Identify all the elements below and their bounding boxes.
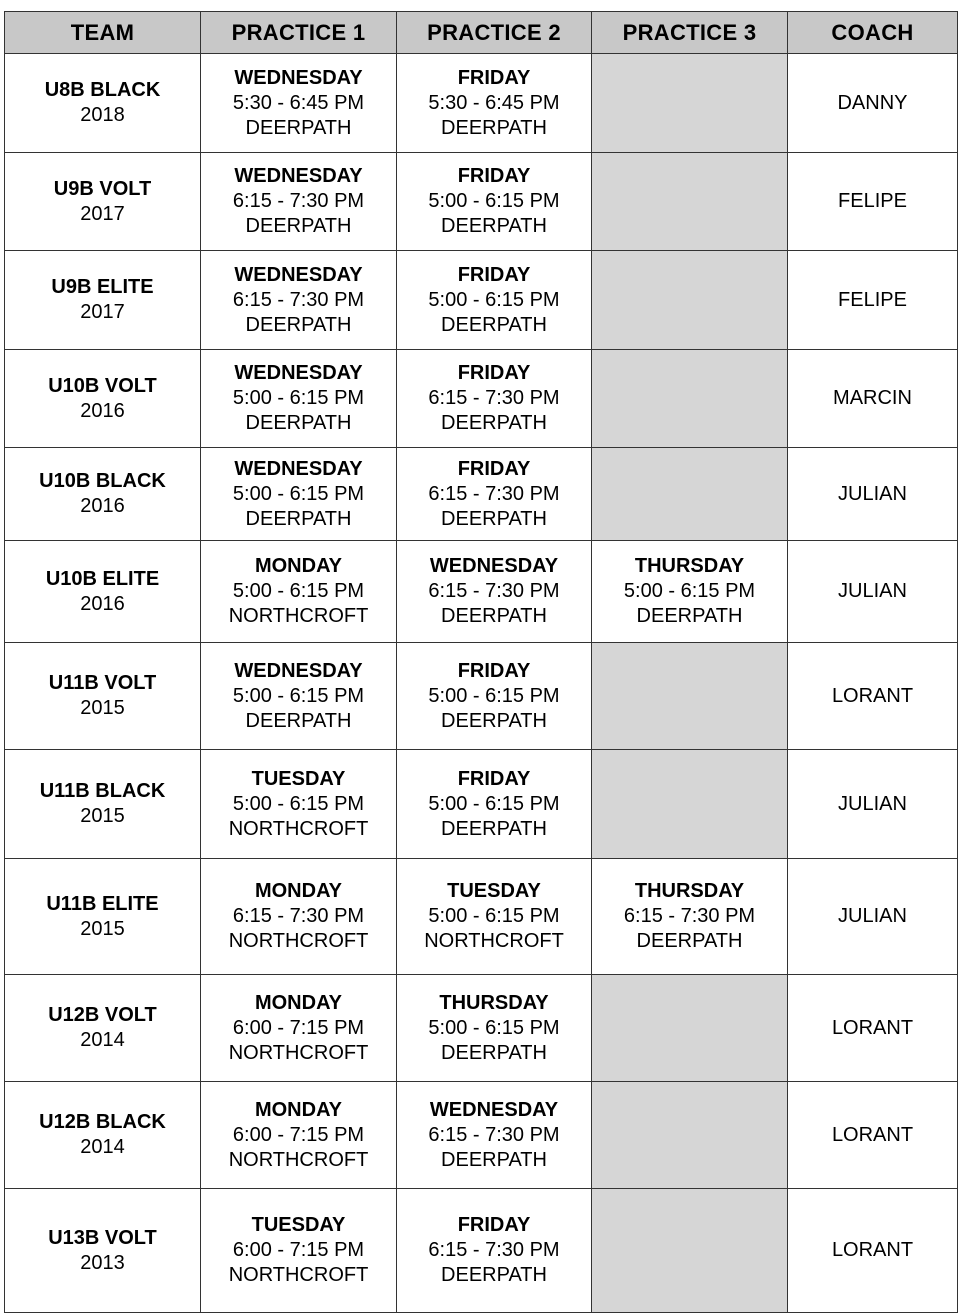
practice-1-cell — [201, 448, 397, 541]
coach-cell: JULIAN — [788, 750, 958, 859]
practice-day: WEDNESDAY — [234, 66, 363, 89]
practice-day: THURSDAY — [634, 880, 745, 902]
team-name: U10B VOLT — [48, 374, 157, 397]
practice-day: FRIDAY — [457, 165, 531, 187]
practice-location: DEERPATH — [245, 313, 352, 336]
practice-day: MONDAY — [254, 555, 343, 577]
practice-3-empty-cell — [592, 350, 788, 448]
team-cell — [5, 750, 201, 859]
practice-time: 6:15 - 7:30 PM — [232, 905, 365, 927]
team-year: 2016 — [80, 592, 125, 615]
practice-location: DEERPATH — [245, 412, 352, 434]
practice-3-empty-cell — [592, 1082, 788, 1189]
team-year: 2014 — [80, 1029, 125, 1051]
practice-day: WEDNESDAY — [429, 1098, 559, 1121]
practice-2-cell — [397, 1189, 592, 1313]
practice-time: 6:00 - 7:15 PM — [232, 1016, 365, 1039]
team-name: U10B ELITE — [45, 567, 160, 590]
practice-time: 6:15 - 7:30 PM — [232, 288, 365, 311]
practice-time: 6:15 - 7:30 PM — [428, 482, 560, 505]
practice-2-cell — [397, 859, 592, 975]
practice-day: FRIDAY — [457, 1214, 531, 1236]
team-name: U13B VOLT — [48, 1226, 157, 1249]
practice-time: 5:30 - 6:45 PM — [428, 91, 560, 114]
table-row — [5, 54, 958, 153]
practice-location: DEERPATH — [441, 1264, 547, 1286]
table-row — [5, 541, 958, 643]
practice-3-cell — [592, 859, 788, 975]
practice-location: NORTHCROFT — [228, 817, 369, 840]
header-team: TEAM — [5, 12, 201, 54]
practice-day: WEDNESDAY — [234, 263, 363, 286]
practice-location: DEERPATH — [245, 215, 352, 237]
coach-cell: LORANT — [788, 975, 958, 1082]
practice-1-cell — [201, 153, 397, 251]
team-name: U8B BLACK — [44, 79, 161, 101]
practice-day: FRIDAY — [457, 767, 531, 790]
practice-schedule-table — [4, 11, 958, 1313]
table-body — [5, 54, 958, 1313]
practice-time: 5:00 - 6:15 PM — [428, 190, 560, 212]
practice-1-cell — [201, 541, 397, 643]
practice-2-cell — [397, 643, 592, 750]
coach-cell: LORANT — [788, 643, 958, 750]
practice-time: 5:00 - 6:15 PM — [232, 684, 365, 707]
practice-time: 6:15 - 7:30 PM — [428, 1123, 560, 1146]
practice-time: 5:00 - 6:15 PM — [428, 792, 560, 815]
coach-cell: JULIAN — [788, 448, 958, 541]
practice-day: MONDAY — [254, 880, 343, 902]
practice-day: FRIDAY — [457, 66, 531, 89]
team-year: 2014 — [80, 1136, 125, 1158]
practice-location: DEERPATH — [441, 412, 547, 434]
practice-time: 5:00 - 6:15 PM — [428, 288, 560, 311]
team-year: 2016 — [80, 399, 125, 422]
team-cell — [5, 859, 201, 975]
practice-location: DEERPATH — [441, 507, 547, 530]
practice-1-cell — [201, 350, 397, 448]
practice-location: DEERPATH — [441, 313, 547, 336]
practice-location: NORTHCROFT — [228, 930, 369, 952]
team-name: U12B BLACK — [39, 1111, 166, 1133]
coach-cell: LORANT — [788, 1189, 958, 1313]
practice-location: DEERPATH — [636, 605, 743, 627]
team-cell — [5, 54, 201, 153]
practice-day: MONDAY — [254, 1098, 343, 1121]
team-name: U10B BLACK — [39, 470, 166, 492]
team-year: 2017 — [80, 202, 125, 225]
practice-location: NORTHCROFT — [228, 1148, 369, 1171]
practice-2-cell — [397, 541, 592, 643]
coach-cell: JULIAN — [788, 541, 958, 643]
table-row — [5, 251, 958, 350]
team-year: 2015 — [80, 697, 125, 719]
practice-day: THURSDAY — [634, 555, 745, 577]
practice-location: NORTHCROFT — [228, 605, 369, 627]
practice-time: 5:00 - 6:15 PM — [232, 580, 365, 602]
practice-1-cell — [201, 859, 397, 975]
team-year: 2017 — [80, 301, 125, 323]
practice-time: 5:00 - 6:15 PM — [232, 792, 365, 815]
practice-3-empty-cell — [592, 1189, 788, 1313]
practice-1-cell — [201, 1082, 397, 1189]
practice-day: WEDNESDAY — [429, 555, 559, 577]
team-year: 2018 — [80, 104, 125, 126]
practice-time: 6:15 - 7:30 PM — [232, 190, 365, 212]
practice-3-empty-cell — [592, 251, 788, 350]
practice-time: 5:00 - 6:15 PM — [428, 1016, 560, 1039]
table-row — [5, 750, 958, 859]
practice-time: 5:00 - 6:15 PM — [623, 580, 756, 602]
practice-2-cell — [397, 750, 592, 859]
practice-time: 6:00 - 7:15 PM — [232, 1239, 365, 1261]
practice-1-cell — [201, 750, 397, 859]
practice-time: 5:00 - 6:15 PM — [428, 905, 560, 927]
table-row — [5, 1189, 958, 1313]
team-name: U11B VOLT — [48, 672, 157, 694]
practice-time: 6:15 - 7:30 PM — [428, 580, 560, 602]
coach-cell: DANNY — [788, 54, 958, 153]
team-cell — [5, 1189, 201, 1313]
practice-time: 5:00 - 6:15 PM — [232, 387, 365, 409]
team-cell — [5, 541, 201, 643]
practice-time: 6:15 - 7:30 PM — [428, 1239, 560, 1261]
practice-1-cell — [201, 643, 397, 750]
practice-3-empty-cell — [592, 153, 788, 251]
practice-time: 6:15 - 7:30 PM — [428, 387, 560, 409]
coach-cell: FELIPE — [788, 251, 958, 350]
team-cell — [5, 643, 201, 750]
team-year: 2015 — [80, 917, 125, 940]
table-row — [5, 350, 958, 448]
header-practice-2: PRACTICE 2 — [397, 12, 592, 54]
practice-3-empty-cell — [592, 54, 788, 153]
practice-location: DEERPATH — [441, 709, 547, 732]
team-name: U9B VOLT — [53, 177, 152, 200]
team-year: 2016 — [80, 495, 125, 517]
practice-2-cell — [397, 448, 592, 541]
team-year: 2015 — [80, 805, 125, 827]
team-name: U9B ELITE — [51, 276, 154, 298]
practice-time: 6:15 - 7:30 PM — [623, 905, 756, 927]
practice-location: DEERPATH — [441, 605, 547, 627]
table-row — [5, 1082, 958, 1189]
team-name: U11B ELITE — [46, 892, 159, 915]
practice-day: TUESDAY — [447, 880, 541, 902]
team-name: U12B VOLT — [48, 1004, 157, 1026]
practice-1-cell — [201, 54, 397, 153]
practice-location: DEERPATH — [245, 116, 352, 139]
header-row — [5, 12, 958, 54]
practice-location: DEERPATH — [245, 709, 352, 732]
practice-time: 5:00 - 6:15 PM — [428, 684, 560, 707]
practice-3-empty-cell — [592, 750, 788, 859]
practice-3-empty-cell — [592, 643, 788, 750]
practice-location: DEERPATH — [245, 507, 352, 530]
table-header — [5, 12, 958, 54]
practice-2-cell — [397, 251, 592, 350]
practice-location: NORTHCROFT — [228, 1041, 369, 1064]
team-cell — [5, 975, 201, 1082]
practice-location: DEERPATH — [441, 817, 547, 840]
coach-cell: FELIPE — [788, 153, 958, 251]
practice-day: WEDNESDAY — [234, 457, 363, 480]
practice-1-cell — [201, 975, 397, 1082]
coach-cell: LORANT — [788, 1082, 958, 1189]
coach-cell: JULIAN — [788, 859, 958, 975]
practice-day: MONDAY — [254, 991, 343, 1014]
header-coach: COACH — [788, 12, 958, 54]
practice-2-cell — [397, 975, 592, 1082]
header-practice-1: PRACTICE 1 — [201, 12, 397, 54]
practice-location: DEERPATH — [441, 1041, 547, 1064]
table-row — [5, 643, 958, 750]
practice-day: TUESDAY — [251, 767, 346, 790]
practice-time: 5:00 - 6:15 PM — [232, 482, 365, 505]
practice-1-cell — [201, 1189, 397, 1313]
practice-location: DEERPATH — [636, 930, 743, 952]
practice-day: FRIDAY — [457, 659, 531, 682]
practice-day: FRIDAY — [457, 457, 531, 480]
practice-location: NORTHCROFT — [424, 930, 564, 952]
practice-3-empty-cell — [592, 975, 788, 1082]
practice-3-empty-cell — [592, 448, 788, 541]
team-year: 2013 — [80, 1251, 125, 1274]
coach-cell: MARCIN — [788, 350, 958, 448]
team-name: U11B BLACK — [39, 780, 166, 802]
practice-2-cell — [397, 1082, 592, 1189]
practice-day: FRIDAY — [457, 263, 531, 286]
practice-2-cell — [397, 54, 592, 153]
practice-location: DEERPATH — [441, 215, 547, 237]
team-cell — [5, 448, 201, 541]
practice-location: DEERPATH — [441, 1148, 547, 1171]
practice-location: DEERPATH — [441, 116, 547, 139]
team-cell — [5, 350, 201, 448]
practice-1-cell — [201, 251, 397, 350]
practice-time: 6:00 - 7:15 PM — [232, 1123, 365, 1146]
practice-2-cell — [397, 153, 592, 251]
practice-day: THURSDAY — [439, 991, 549, 1014]
team-cell — [5, 1082, 201, 1189]
practice-3-cell — [592, 541, 788, 643]
practice-location: NORTHCROFT — [228, 1264, 369, 1286]
practice-day: WEDNESDAY — [234, 362, 363, 384]
practice-2-cell — [397, 350, 592, 448]
practice-day: WEDNESDAY — [234, 659, 363, 682]
team-cell — [5, 251, 201, 350]
practice-day: TUESDAY — [251, 1214, 346, 1236]
practice-day: WEDNESDAY — [234, 165, 363, 187]
table-row — [5, 859, 958, 975]
practice-day: FRIDAY — [457, 362, 531, 384]
header-practice-3: PRACTICE 3 — [592, 12, 788, 54]
practice-time: 5:30 - 6:45 PM — [232, 91, 365, 114]
team-cell — [5, 153, 201, 251]
table-row — [5, 448, 958, 541]
table-row — [5, 975, 958, 1082]
table-row — [5, 153, 958, 251]
